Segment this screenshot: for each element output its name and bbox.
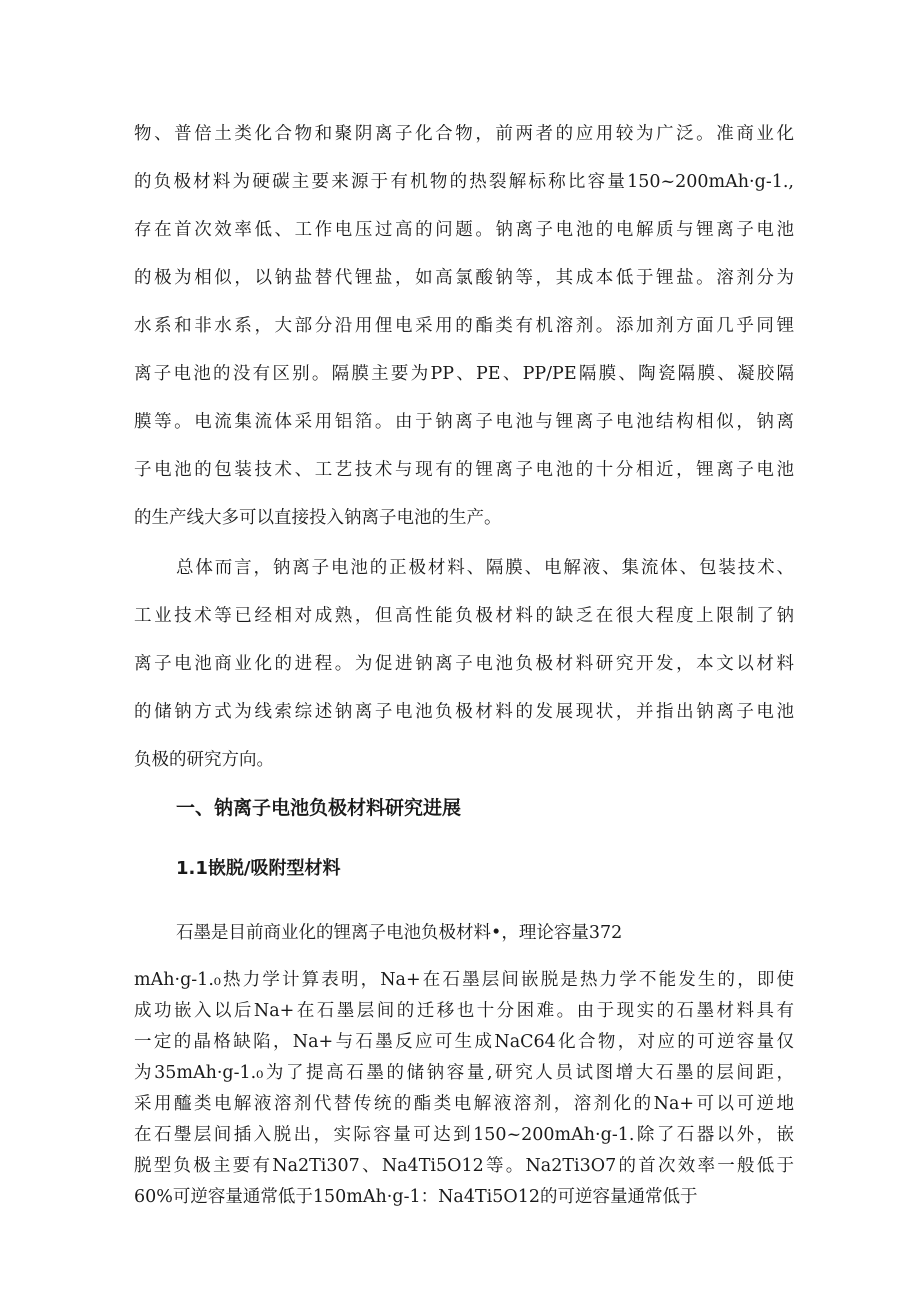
paragraph-line: 子电池的包装技术、工艺技术与现有的锂离子电池的十分相近，锂离子电池 — [134, 460, 794, 480]
paragraph-line: 的极为相似，以钠盐替代锂盐，如高氯酸钠等，其成本低于锂盐。溶剂分为 — [134, 268, 794, 288]
section-heading: 一、钠离子电池负极材料研究进展 — [176, 797, 462, 819]
paragraph-line: 工业技术等已经相对成熟，但高性能负极材料的缺乏在很大程度上限制了钠 — [134, 606, 794, 626]
paragraph-line: 成功嵌入以后Na+在石墨层间的迁移也十分困难。由于现实的石墨材料具有 — [134, 1001, 794, 1021]
paragraph-line: 水系和非水系，大部分沿用俚电采用的酯类有机溶剂。添加剂方面几乎同锂 — [134, 316, 794, 336]
paragraph-line: 物、普倍土类化合物和聚阴离子化合物，前两者的应用较为广泛。准商业化 — [134, 124, 794, 144]
paragraph-line: 采用醯类电解液溶剂代替传统的酯类电解液溶剂，溶剂化的Na+可以可逆地 — [134, 1094, 794, 1114]
paragraph-line: 总体而言，钠离子电池的正极材料、隔膜、电解液、集流体、包装技术、 — [176, 558, 794, 578]
paragraph-line: 脱型负极主要有Na2Ti307、Na4Ti5O12等。Na2Ti3O7的首次效率一般低于 — [134, 1156, 794, 1176]
paragraph-line: 石墨是目前商业化的锂离子电池负极材料•，理论容量372 — [176, 923, 623, 943]
paragraph-line: mAh·g-1.₀热力学计算表明，Na+在石墨层间嵌脱是热力学不能发生的，即使 — [134, 970, 794, 990]
subsection-heading: 1.1嵌脱/吸附型材料 — [176, 858, 341, 879]
paragraph-line: 的生产线大多可以直接投入钠离子电池的生产。 — [134, 508, 502, 528]
paragraph-line: 一定的晶格缺陷，Na+与石墨反应可生成NaC64化合物，对应的可逆容量仅 — [134, 1032, 794, 1052]
paragraph-line: 的储钠方式为线索综述钠离子电池负极材料的发展现状，并指出钠离子电池 — [134, 702, 794, 722]
paragraph-line: 的负极材料为硬碳主要来源于有机物的热裂解标称比容量150~200mAh·g-1., — [134, 172, 794, 192]
paragraph-line: 离子电池商业化的进程。为促进钠离子电池负极材料研究开发，本文以材料 — [134, 654, 794, 674]
paragraph-line: 60%可逆容量通常低于150mAh·g-1：Na4Ti5O12的可逆容量通常低于 — [134, 1187, 698, 1207]
paragraph-line: 存在首次效率低、工作电压过高的问题。钠离子电池的电解质与锂离子电池 — [134, 220, 794, 240]
paragraph-line: 在石璺层间插入脱出，实际容量可达到150~200mAh·g-1.除了石器以外，嵌 — [134, 1125, 794, 1145]
paragraph-line: 离子电池的没有区别。隔膜主要为PP、PE、PP/PE隔膜、陶瓷隔膜、凝胶隔 — [134, 364, 794, 384]
paragraph-line: 为35mAh·g-1.₀为了提高石墨的储钠容量,研究人员试图增大石墨的层间距， — [134, 1063, 794, 1083]
paragraph-line: 负极的研究方向。 — [134, 750, 274, 770]
paragraph-line: 膜等。电流集流体采用铝箔。由于钠离子电池与锂离子电池结构相似，钠离 — [134, 412, 794, 432]
